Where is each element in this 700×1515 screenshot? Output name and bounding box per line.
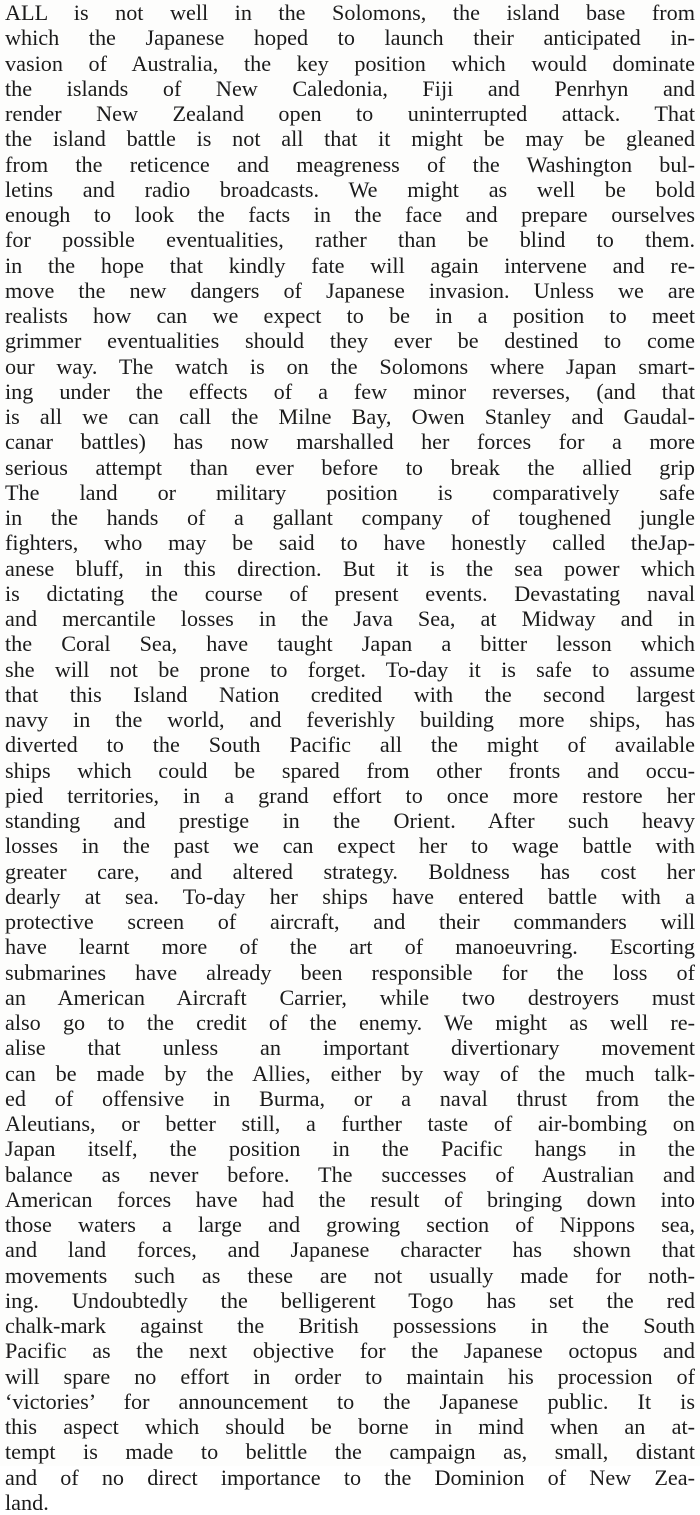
article-line: anese bluff, in this direction. But it is the sea power which [5,555,695,581]
article-line: losses in the past we can expect her to wage battle with [5,833,695,859]
article-line: for possible eventualities, rather than be blind to them. [5,227,695,253]
article-line: Japan itself, the position in the Pacific hangs in the [5,1136,695,1162]
article-line: an American Aircraft Carrier, while two destroyers must [5,984,695,1010]
article-line: serious attempt than ever before to break the allied grip [5,454,695,480]
article-line: dearly at sea. To-day her ships have entered battle with a [5,883,695,909]
article-line: from the reticence and meagreness of the Washington bul- [5,151,695,177]
article-line: also go to the credit of the enemy. We might as well re- [5,1010,695,1035]
article-line: is all we can call the Milne Bay, Owen Stanley and Gaudal- [5,404,695,429]
article-line: the island battle is not all that it might be may be gleaned [5,126,695,152]
article-line: Aleutians, or better still, a further taste of air-bombing on [5,1111,695,1136]
article-line: and of no direct importance to the Dominion of New Zea- [5,1464,695,1490]
article-line: the islands of New Caledonia, Fiji and Penrhyn and [5,75,695,101]
article-line: and mercantile losses in the Java Sea, at Midway and in [5,606,695,631]
article-line: grimmer eventualities should they ever be destined to come [5,328,695,354]
article-line: render New Zealand open to uninterrupted attack. That [5,101,695,126]
article-line: The land or military position is comparatively safe [5,479,695,505]
article-line: chalk-mark against the British possessions in the South [5,1313,695,1338]
article-line: and land forces, and Japanese character has shown that [5,1237,695,1263]
article-line: ALL is not well in the Solomons, the island base from [5,0,695,25]
article-line: move the new dangers of Japanese invasion. Unless we are [5,277,695,303]
article-line: in the hope that kindly fate will again intervene and re- [5,252,695,278]
article-line: fighters, who may be said to have honestly called theJap- [5,530,695,556]
article-line: protective screen of aircraft, and their commanders will [5,909,695,934]
article-line: that this Island Nation credited with the second largest [5,681,695,707]
article-line: pied territories, in a grand effort to once more restore her [5,782,695,808]
article-line: ing. Undoubtedly the belligerent Togo has set the red [5,1287,695,1313]
article-line: in the hands of a gallant company of toughened jungle [5,505,695,530]
article-line: greater care, and altered strategy. Boldness has cost her [5,858,695,884]
article-line: ing under the effects of a few minor reverses, (and that [5,378,695,404]
article-line: can be made by the Allies, either by way of the much talk- [5,1060,695,1086]
article-line: our way. The watch is on the Solomons where Japan smart- [5,353,695,379]
article-body [5,0,695,1515]
article-line: Pacific as the next objective for the Japanese octopus and [5,1338,695,1364]
article-line: have learnt more of the art of manoeuvring. Escorting [5,934,695,960]
article-line: will spare no effort in order to maintain his procession of [5,1363,695,1389]
article-line: land. [5,1489,49,1515]
article-line: submarines have already been responsible for the loss of [5,959,695,985]
article-line: realists how can we expect to be in a position to meet [5,303,695,328]
article-line: which the Japanese hoped to launch their anticipated in- [5,25,695,51]
article-line: balance as never before. The successes of Australian and [5,1161,695,1187]
article-line: standing and prestige in the Orient. After such heavy [5,808,695,833]
article-line: alise that unless an important divertionary movement [5,1035,695,1061]
article-line: this aspect which should be borne in mind when an at- [5,1414,695,1439]
article-line: vasion of Australia, the key position which would dominate [5,50,695,76]
article-line: the Coral Sea, have taught Japan a bitter lesson which [5,631,695,657]
article-line: ships which could be spared from other fronts and occu- [5,757,695,783]
article-line: American forces have had the result of bringing down into [5,1186,695,1212]
article-line: ‘victories’ for announcement to the Japanese public. It is [5,1388,695,1414]
article-line: navy in the world, and feverishly building more ships, has [5,707,695,732]
article-line: enough to look the facts in the face and prepare ourselves [5,202,695,227]
article-line: is dictating the course of present events. Devastating naval [5,580,695,606]
article-line: diverted to the South Pacific all the might of available [5,732,695,758]
article-line: letins and radio broadcasts. We might as well be bold [5,176,695,202]
article-line: she will not be prone to forget. To-day it is safe to assume [5,656,695,682]
article-line: tempt is made to belittle the campaign as, small, distant [5,1439,695,1465]
article-line: those waters a large and growing section of Nippons sea, [5,1212,695,1237]
article-line: ed of offensive in Burma, or a naval thrust from the [5,1085,695,1111]
article-line: canar battles) has now marshalled her forces for a more [5,429,695,455]
article-line: movements such as these are not usually made for noth- [5,1262,695,1288]
